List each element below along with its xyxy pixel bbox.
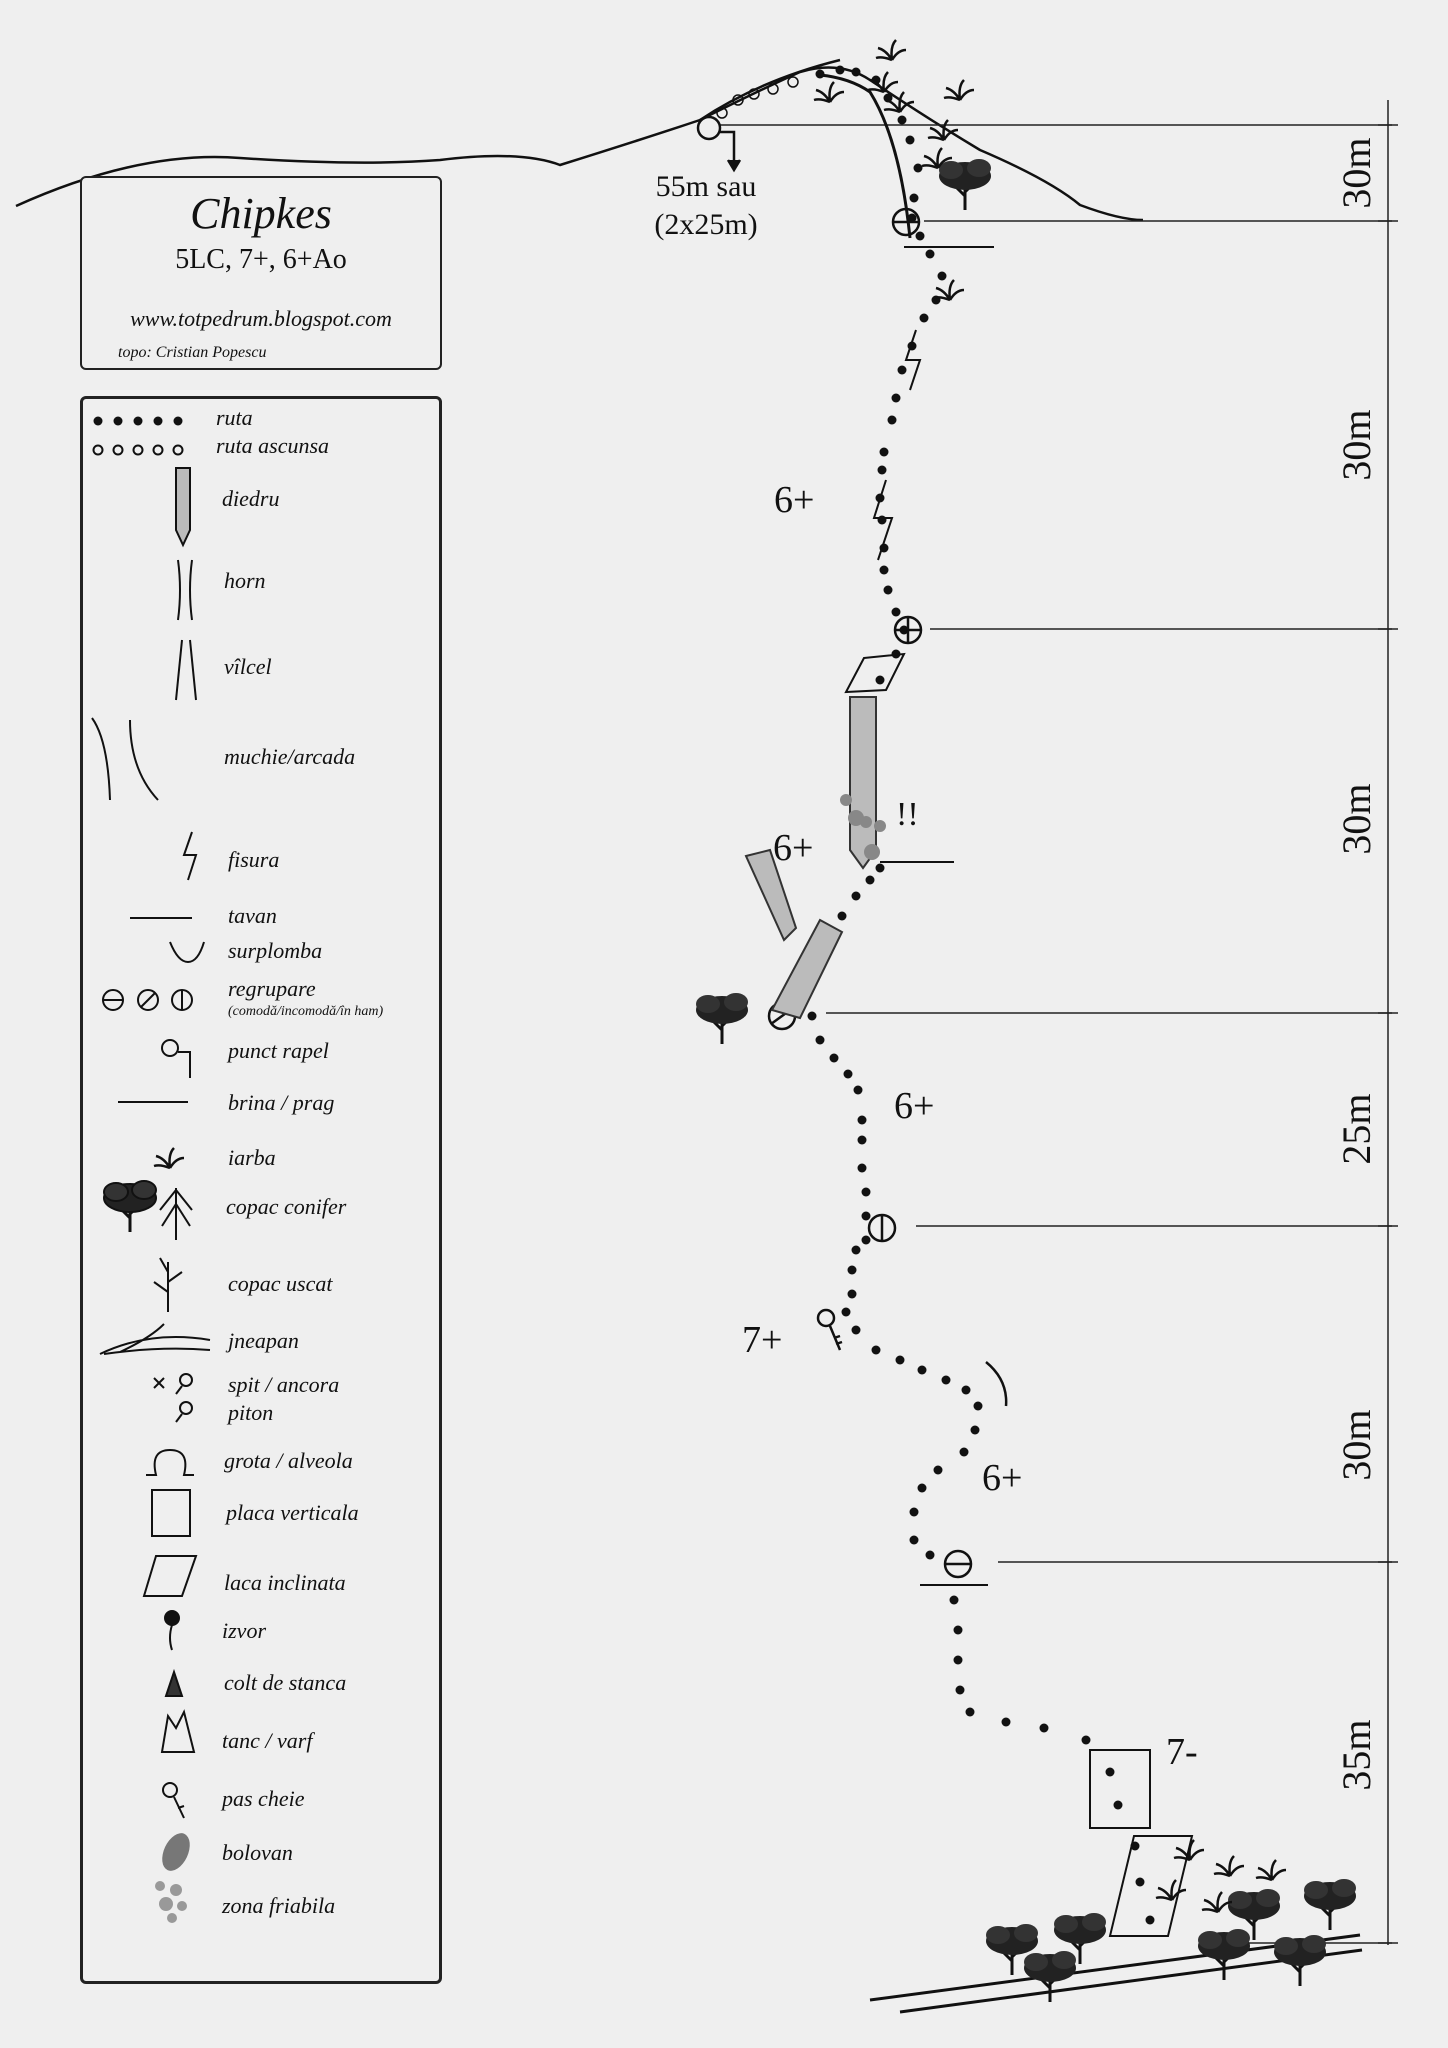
- route-dot: [878, 516, 887, 525]
- tree-icon: [939, 159, 991, 210]
- grade-danger-mark: !!: [896, 796, 919, 833]
- route-dot: [858, 1136, 867, 1145]
- route-dot: [838, 912, 847, 921]
- route-dot: [892, 394, 901, 403]
- route-dot: [816, 1036, 825, 1045]
- route-dot: [1082, 1736, 1091, 1745]
- route-dot: [1114, 1801, 1123, 1810]
- rappel-line-2: (2x25m): [654, 208, 758, 241]
- legend-jneapan: jneapan: [228, 1328, 299, 1353]
- route-dot: [950, 1596, 959, 1605]
- legend-grota: grota / alveola: [224, 1448, 353, 1473]
- grade-pitch-1: 7-: [1166, 1731, 1198, 1773]
- route-dot: [852, 892, 861, 901]
- legend-brina: brina / prag: [228, 1090, 335, 1115]
- route-dot: [971, 1426, 980, 1435]
- route-dot: [1002, 1718, 1011, 1727]
- route-dot: [892, 608, 901, 617]
- legend-iarba: iarba: [228, 1145, 276, 1170]
- route-dot: [872, 1346, 881, 1355]
- grade-pitch-2-key: 7+: [742, 1319, 783, 1361]
- route-dot: [808, 1012, 817, 1021]
- legend-placa-verticala: placa verticala: [226, 1500, 359, 1525]
- belay-icon: [769, 209, 971, 1577]
- legend-vilcel: vîlcel: [224, 654, 272, 679]
- legend-regrupare: regrupare: [228, 976, 316, 1001]
- route-dot: [862, 1212, 871, 1221]
- route-dot: [866, 876, 875, 885]
- belay-lines: [720, 125, 1392, 1943]
- route-dot: [956, 1686, 965, 1695]
- route-dot: [878, 466, 887, 475]
- route-dot: [974, 1402, 983, 1411]
- route-dot: [1106, 1768, 1115, 1777]
- route-dot: [830, 1054, 839, 1063]
- route-dot: [910, 1508, 919, 1517]
- legend-ruta-ascunsa: ruta ascunsa: [216, 433, 330, 458]
- route-dot: [852, 1246, 861, 1255]
- route-dot: [852, 1326, 861, 1335]
- route-dots: [802, 66, 1155, 1925]
- pitch-length-6: 30m: [1334, 137, 1379, 209]
- route-dot: [962, 1386, 971, 1395]
- legend-zona-friabila: zona friabila: [222, 1893, 336, 1918]
- route-dot: [898, 116, 907, 125]
- route-dot: [836, 66, 845, 75]
- legend-muchie: muchie/arcada: [224, 744, 356, 769]
- route-dot: [966, 1708, 975, 1717]
- route-dot: [918, 1366, 927, 1375]
- crack-icon: [874, 330, 920, 560]
- route-dot: [910, 1536, 919, 1545]
- legend-punct-rapel: punct rapel: [228, 1038, 329, 1063]
- slab-icon: [846, 654, 1192, 1936]
- route-dot: [918, 1484, 927, 1493]
- tree-icon-mid: [696, 993, 748, 1044]
- legend-copac: copac conifer: [226, 1194, 347, 1219]
- route-dot: [858, 1116, 867, 1125]
- hollow-route: [717, 77, 798, 118]
- website-link[interactable]: www.totpedrum.blogspot.com: [130, 306, 392, 331]
- route-dot: [854, 1086, 863, 1095]
- route-dot: [1136, 1878, 1145, 1887]
- grade-pitch-5: 6+: [774, 479, 815, 521]
- pitch-length-5: 30m: [1334, 409, 1379, 481]
- route-dot: [960, 1448, 969, 1457]
- route-dot: [954, 1626, 963, 1635]
- title-box: [80, 176, 442, 370]
- pitch-length-2: 30m: [1334, 1409, 1379, 1481]
- ledge-icon: [880, 247, 994, 1585]
- pitch-length-3: 25m: [1334, 1093, 1379, 1165]
- grade-pitch-3: 6+: [894, 1085, 935, 1127]
- grade-pitch-2: 6+: [982, 1457, 1023, 1499]
- legend-piton: piton: [228, 1400, 274, 1425]
- legend-fisura: fisura: [228, 847, 280, 872]
- route-dot: [914, 164, 923, 173]
- route-dot: [916, 232, 925, 241]
- route-dot: [848, 1290, 857, 1299]
- legend-izvor: izvor: [222, 1618, 266, 1643]
- route-dot: [934, 1466, 943, 1475]
- arete-icon: [986, 1362, 1006, 1406]
- route-dot: [858, 1164, 867, 1173]
- route-dot: [942, 1376, 951, 1385]
- grade-pitch-4: 6+: [773, 827, 814, 869]
- route-dot: [926, 1551, 935, 1560]
- legend-diedru: diedru: [222, 486, 280, 511]
- route-dot: [880, 448, 889, 457]
- route-dot: [926, 250, 935, 259]
- route-dot: [1146, 1916, 1155, 1925]
- legend-surplomba: surplomba: [228, 938, 323, 963]
- legend-pas-cheie: pas cheie: [222, 1786, 305, 1811]
- pitch-length-4: 30m: [1334, 783, 1379, 855]
- rappel-text: [626, 168, 786, 244]
- route-dot: [876, 864, 885, 873]
- route-dot: [848, 1266, 857, 1275]
- route-grade: 5LC, 7+, 6+Ao: [175, 244, 347, 275]
- route-name: Chipkes: [190, 189, 332, 238]
- route-dot: [910, 194, 919, 203]
- route-dot: [938, 272, 947, 281]
- legend-colt: colt de stanca: [224, 1670, 347, 1695]
- route-dot: [852, 68, 861, 77]
- legend-tanc: tanc / varf: [222, 1728, 313, 1753]
- rappel-line-1: 55m sau: [655, 170, 757, 203]
- route-dot: [884, 586, 893, 595]
- legend-tavan: tavan: [228, 903, 277, 928]
- route-dot: [816, 70, 825, 79]
- route-dot: [880, 566, 889, 575]
- route-dot: [862, 1188, 871, 1197]
- route-dot: [888, 416, 897, 425]
- route-dot: [898, 366, 907, 375]
- legend-horn: horn: [224, 568, 266, 593]
- legend-spit: spit / ancora: [228, 1372, 340, 1397]
- route-dot: [906, 136, 915, 145]
- legend-ruta: ruta: [216, 405, 253, 430]
- route-dot: [920, 314, 929, 323]
- legend-regrupare-note: (comodă/incomodă/în ham): [228, 1004, 384, 1019]
- route-dot: [842, 1308, 851, 1317]
- legend-laca-inclinata: laca inclinata: [224, 1570, 346, 1595]
- route-dot: [876, 676, 885, 685]
- author: topo: Cristian Popescu: [118, 344, 267, 361]
- legend-bolovan: bolovan: [222, 1840, 293, 1865]
- route-dot: [954, 1656, 963, 1665]
- route-dot: [1040, 1724, 1049, 1733]
- route-dot: [862, 1236, 871, 1245]
- route-dot: [844, 1070, 853, 1079]
- key-icon: [818, 1310, 842, 1350]
- legend-copac-uscat: copac uscat: [228, 1271, 333, 1296]
- dimension-line: [1378, 100, 1398, 1945]
- pitch-length-1: 35m: [1334, 1719, 1379, 1791]
- route-dot: [896, 1356, 905, 1365]
